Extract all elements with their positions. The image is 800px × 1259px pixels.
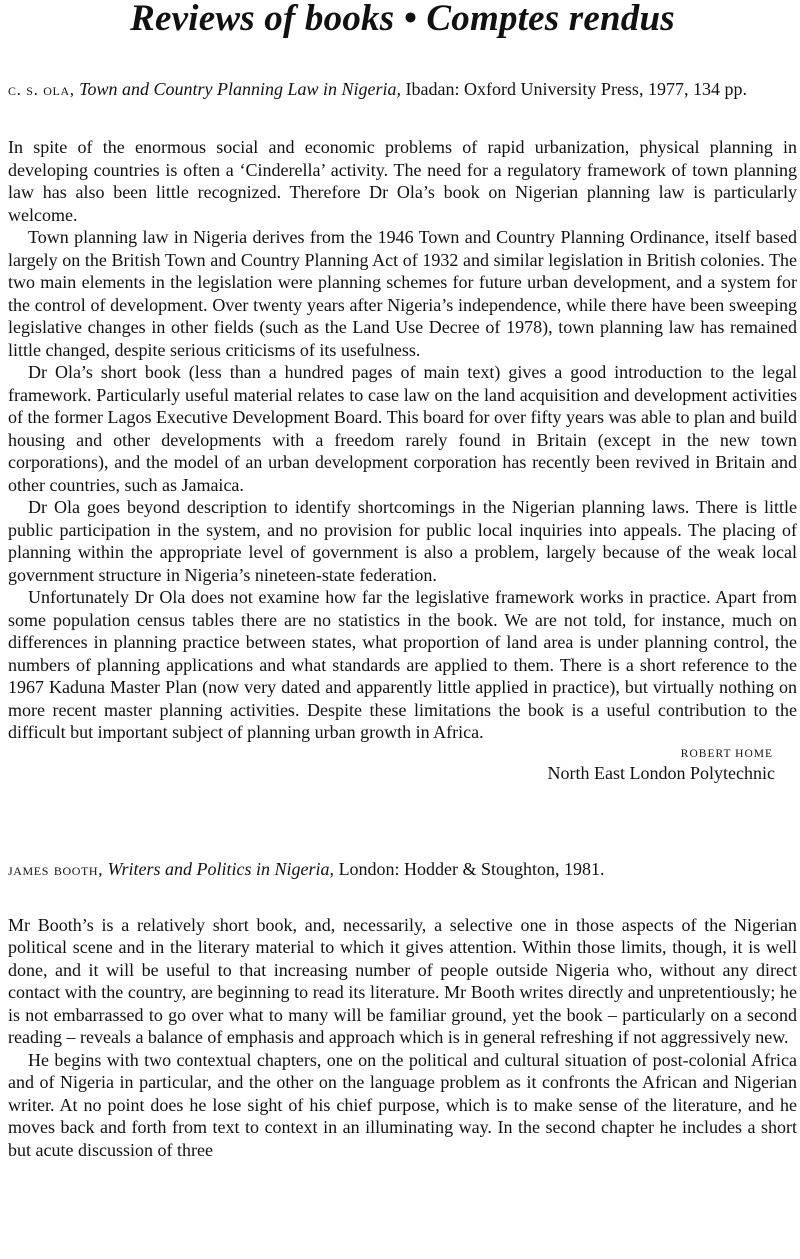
citation-book-title: Town and Country Planning Law in Nigeria, xyxy=(79,79,401,99)
review-body xyxy=(8,914,797,1162)
reviewer-name: ROBERT HOME xyxy=(680,747,773,760)
citation-author: james booth, xyxy=(8,859,104,879)
review-paragraph: Unfortunately Dr Ola does not examine how far the legislative framework works in practice. Apart from some population census tables there are no statistics in the book. We are not told, for instance, much on differences in planning practice between states, what proportion of land area is under planning control, the numbers of planning applications and what standards are applied to them. There is a short reference to the 1967 Kaduna Master Plan (now very dated and apparently little applied in practice), but virtually nothing on more recent master planning activities. Despite these limitations the book is a useful contribution to the difficult but important subject of planning urban growth in Africa. xyxy=(8,587,797,742)
citation-publication: Ibadan: Oxford University Press, 1977, 134 pp. xyxy=(405,79,747,99)
page-title: Reviews of books • Comptes rendus xyxy=(130,0,675,39)
review-citation xyxy=(8,858,797,881)
review-body xyxy=(8,136,797,744)
citation-author: c. s. ola, xyxy=(8,80,75,99)
review-paragraph: He begins with two contextual chapters, one on the political and cultural situation of post-colonial Africa and of Nigeria in particular, and the other on the language problem as it confronts the African and Nigerian writer. At no point does he lose sight of his chief purpose, which is to make sense of the literature, and he moves back and forth from text to context in an illuminating way. In the second chapter he includes a short but acute discussion of three xyxy=(8,1049,797,1160)
review-paragraph: Dr Ola goes beyond description to identify shortcomings in the Nigerian planning laws. There is little public participation in the system, and no provision for public local inquiries into appeals. The placing of planning within the appropriate level of government is also a problem, largely because of the weak local government structure in Nigeria’s nineteen-state federation. xyxy=(8,497,797,585)
review-paragraph: Dr Ola’s short book (less than a hundred pages of main text) gives a good introduction to the legal framework. Particularly useful material relates to case law on the land acquisition and development activities of the former Lagos Executive Development Board. This board for over fifty years was able to plan and build housing and other developments with a freedom rarely found in Britain (except in the new town corporations), and the model of an urban development corporation has recently been revived in Britain and other countries, such as Jamaica. xyxy=(8,362,797,495)
review-booth xyxy=(8,858,797,1162)
reviewer-affiliation: North East London Polytechnic xyxy=(547,762,775,783)
review-paragraph: In spite of the enormous social and economic problems of rapid urbanization, physical planning in developing countries is often a ‘Cinderella’ activity. The need for a regulatory framework of town planning law has also been little recognized. Therefore Dr Ola’s book on Nigerian planning law is particularly welcome. xyxy=(8,137,797,225)
review-paragraph: Mr Booth’s is a relatively short book, and, necessarily, a selective one in those aspects of the Nigerian political scene and in the literary material to which it gives attention. Within those limits, though, it is well done, and it will be useful to that increasing number of people outside Nigeria who, without any direct contact with the country, are beginning to read its literature. Mr Booth writes directly and unpretentiously; he is not embarrassed to go over what to many will be familiar ground, yet the book – particularly on a second reading – reveals a balance of emphasis and approach which is in general refreshing if not aggressively new. xyxy=(8,914,797,1047)
review-ola xyxy=(8,78,797,784)
review-paragraph: Town planning law in Nigeria derives from the 1946 Town and Country Planning Ordinance, itself based largely on the British Town and Country Planning Act of 1932 and similar legislation in British colonies. The two main elements in the legislation were planning schemes for future urban development, and a system for the control of development. Over twenty years after Nigeria’s independence, while there have been sweeping legislative changes in other fields (such as the Land Use Decree of 1978), town planning law has remained little changed, despite serious criticisms of its usefulness. xyxy=(8,227,797,360)
citation-book-title: Writers and Politics in Nigeria, xyxy=(107,858,335,879)
reviewer-signature xyxy=(8,746,797,784)
review-citation xyxy=(8,78,797,101)
citation-publication: London: Hodder & Stoughton, 1981. xyxy=(338,858,605,879)
